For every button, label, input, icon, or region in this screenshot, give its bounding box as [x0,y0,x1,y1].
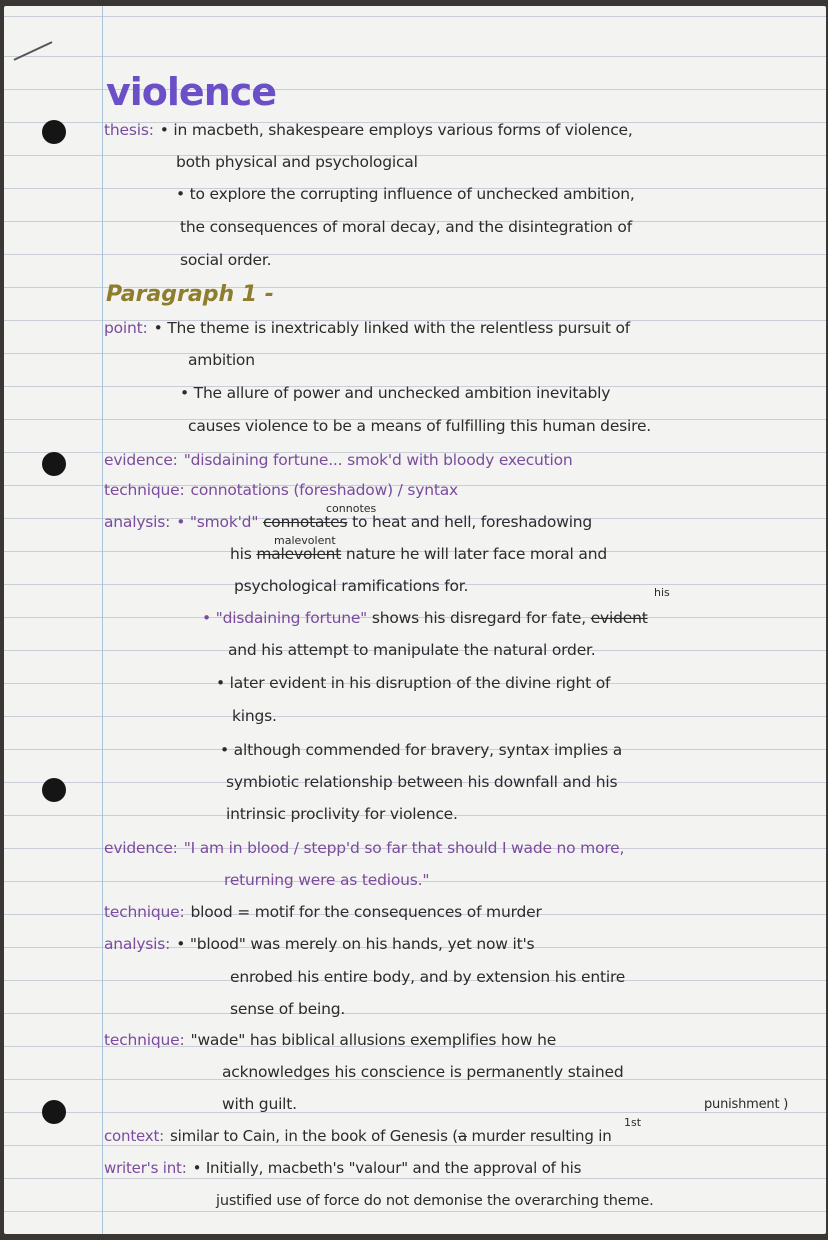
analysis-line: kings. [232,707,277,725]
thesis-line: both physical and psychological [176,153,418,171]
thesis-line: social order. [180,251,272,269]
punch-hole [42,778,66,802]
insertion: malevolent [274,534,336,547]
thesis-line: thesis: • in macbeth, shakespeare employs various forms of violence, [104,121,633,139]
insertion: connotes [326,502,377,515]
point-line: ambition [188,351,255,369]
technique-line: technique: blood = motif for the consequences of murder [104,903,542,921]
point-line: causes violence to be a means of fulfilling this human desire. [188,417,652,435]
writers-intent-line: writer's int: • Initially, macbeth's "valour" and the approval of his [104,1159,582,1177]
analysis-line: enrobed his entire body, and by extension his entire [230,968,626,986]
analysis-line: psychological ramifications for. [234,577,469,595]
insertion: 1st [624,1116,642,1129]
analysis-line: • although commended for bravery, syntax implies a [220,741,623,759]
analysis-line: intrinsic proclivity for violence. [226,805,458,823]
pen-mark [14,41,53,61]
technique-line: technique: "wade" has biblical allusions exemplifies how he [104,1031,557,1049]
analysis-line: • "disdaining fortune" shows his disregard for fate, evident [202,609,648,627]
thesis-line: the consequences of moral decay, and the disintegration of [180,218,632,236]
margin-line [102,6,103,1234]
point-line: point: • The theme is inextricably linked with the relentless pursuit of [104,319,631,337]
analysis-line: and his attempt to manipulate the natural order. [228,641,596,659]
analysis-line: his malevolent nature he will later face moral and [230,545,607,563]
evidence-line: evidence: "disdaining fortune... smok'd with bloody execution [104,451,573,469]
margin-note: punishment ) [704,1097,789,1112]
analysis-line: symbiotic relationship between his downfall and his [226,773,618,791]
evidence-line: evidence: "I am in blood / stepp'd so far that should I wade no more, [104,839,625,857]
analysis-line: sense of being. [230,1000,346,1018]
insertion: his [654,586,670,599]
punch-hole [42,1100,66,1124]
notebook-page [4,6,826,1234]
point-line: • The allure of power and unchecked ambition inevitably [180,384,611,402]
punch-hole [42,452,66,476]
thesis-line: • to explore the corrupting influence of unchecked ambition, [176,185,635,203]
analysis-line: analysis: • "smok'd" connotates to heat and hell, foreshadowing [104,513,593,531]
technique-line: with guilt. [222,1095,297,1113]
paragraph-heading: Paragraph 1 - [106,282,274,307]
technique-line: technique: connotations (foreshadow) / syntax [104,481,459,499]
page-title: violence [106,70,277,114]
writers-intent-line: justified use of force do not demonise the overarching theme. [216,1193,654,1209]
analysis-line: analysis: • "blood" was merely on his hands, yet now it's [104,935,535,953]
evidence-line: returning were as tedious." [224,871,430,889]
technique-line: acknowledges his conscience is permanently stained [222,1063,624,1081]
analysis-line: • later evident in his disruption of the divine right of [216,674,611,692]
context-line: context: similar to Cain, in the book of Genesis (a murder resulting in [104,1127,612,1145]
punch-hole [42,120,66,144]
